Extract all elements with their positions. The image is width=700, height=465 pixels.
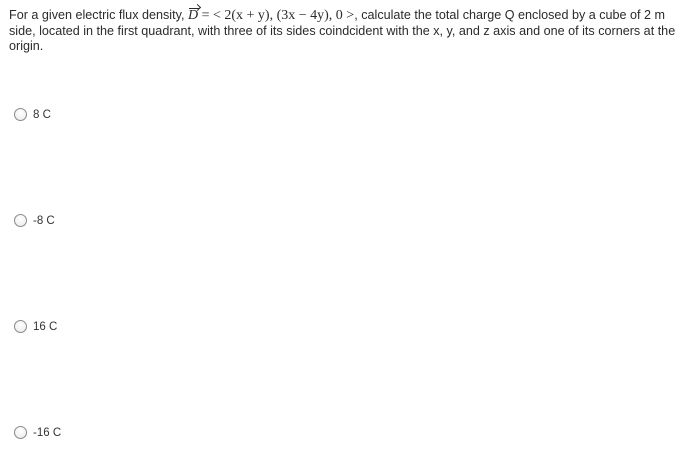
vector-d-symbol: D bbox=[187, 8, 199, 23]
radio-button-icon[interactable] bbox=[14, 320, 27, 333]
answer-option-label: -16 C bbox=[33, 426, 62, 439]
answer-option-2[interactable] bbox=[14, 214, 55, 227]
question-text-before: For a given electric flux density, bbox=[9, 8, 188, 22]
radio-button-icon[interactable] bbox=[14, 426, 27, 439]
answer-option-3[interactable] bbox=[14, 320, 57, 333]
answer-option-label: -8 C bbox=[33, 214, 55, 227]
answer-option-1[interactable] bbox=[14, 108, 51, 121]
flux-density-formula bbox=[188, 8, 354, 23]
formula-expression: = < 2(x + y), (3x − 4y), 0 > bbox=[198, 8, 355, 23]
radio-button-icon[interactable] bbox=[14, 214, 27, 227]
answer-option-4[interactable] bbox=[14, 426, 61, 439]
radio-button-icon[interactable] bbox=[14, 108, 27, 121]
answer-option-label: 16 C bbox=[33, 320, 58, 333]
question-text-after: , calculate the total charge Q enclosed by a cube of 2 m side, located in the first quadrant, with three of its sides coindcident with the x, y, and z axis and one of its corners at the origin. bbox=[9, 8, 676, 53]
question-text bbox=[9, 8, 691, 55]
answer-option-label: 8 C bbox=[33, 108, 51, 121]
